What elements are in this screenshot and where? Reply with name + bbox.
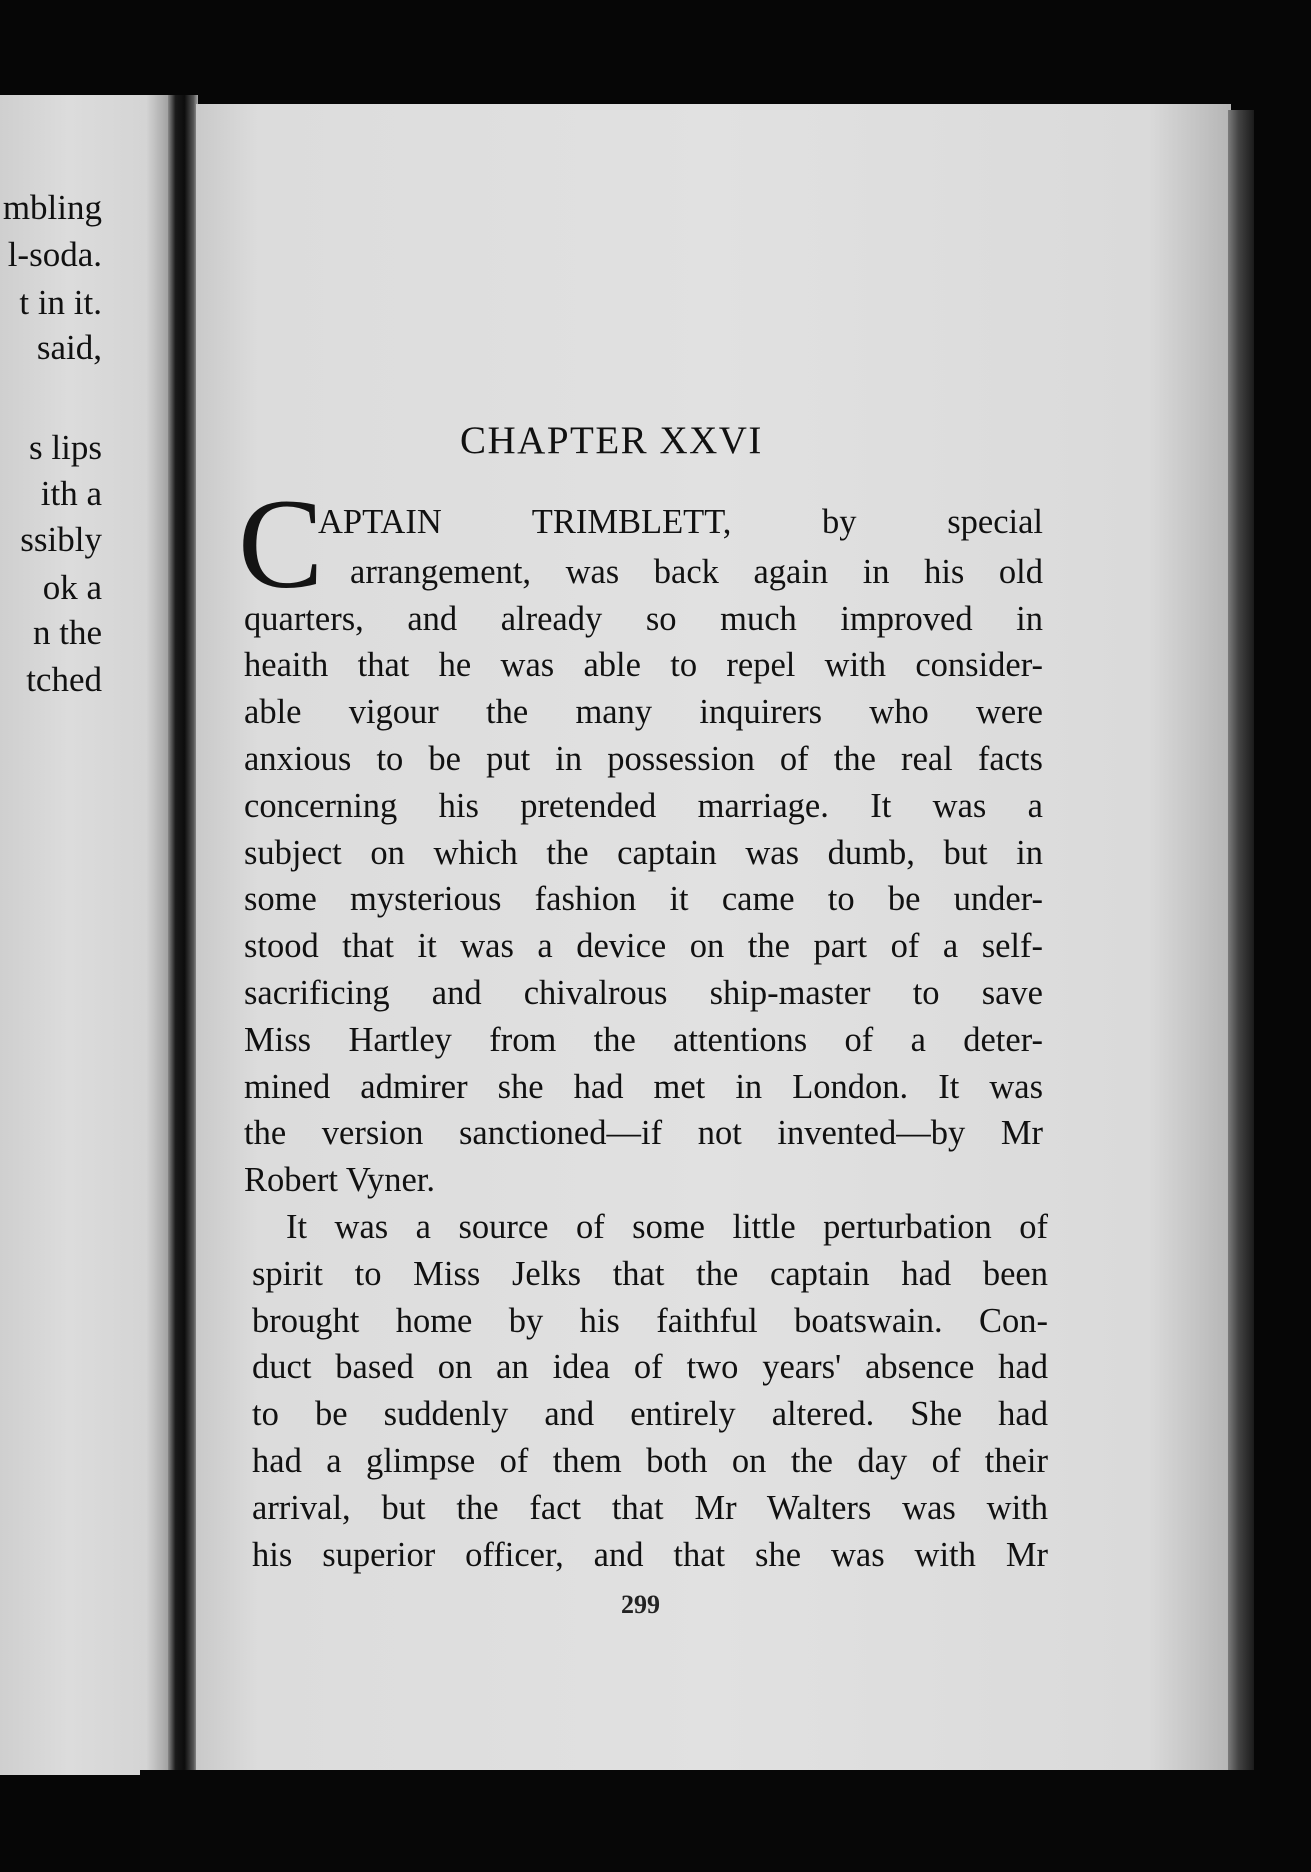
body-text-line: mined admirer she had met in London. It was [244, 1068, 1043, 1106]
left-page-line: ok a [42, 568, 102, 607]
body-text-line: sacrificing and chivalrous ship-master to save [244, 974, 1043, 1012]
left-page-line: mbling [2, 188, 102, 227]
drop-cap: C [238, 473, 324, 615]
body-text-line: It was a source of some little perturbation of [286, 1208, 1048, 1246]
left-page-line: n the [32, 613, 102, 652]
body-text-line: had a glimpse of them both on the day of their [252, 1442, 1048, 1480]
left-page-line: l-soda. [7, 235, 102, 274]
chapter-heading: CHAPTER XXVI [460, 419, 763, 462]
book-gutter [168, 95, 198, 1775]
left-page-line: t in it. [19, 283, 102, 322]
body-text-line: his superior officer, and that she was with Mr [252, 1536, 1048, 1574]
body-text-line: to be suddenly and entirely altered. She had [252, 1395, 1048, 1433]
left-facing-page [0, 95, 172, 1775]
page-number: 299 [621, 1590, 660, 1619]
left-page-line: said, [36, 328, 102, 367]
body-text-line: able vigour the many inquirers who were [244, 693, 1043, 731]
body-text-line: subject on which the captain was dumb, but in [244, 834, 1043, 872]
left-page-line: ith a [40, 474, 102, 513]
body-text-line: APTAIN TRIMBLETT, by special [318, 503, 1043, 541]
body-text-line: heaith that he was able to repel with consider- [244, 646, 1043, 684]
body-text-line: concerning his pretended marriage. It was a [244, 787, 1043, 825]
body-text-line: Miss Hartley from the attentions of a deter- [244, 1021, 1043, 1059]
left-page-line: ssibly [20, 520, 102, 559]
body-text-line: arrival, but the fact that Mr Walters was with [252, 1489, 1048, 1527]
body-text-line: brought home by his faithful boatswain. Con- [252, 1302, 1048, 1340]
bottom-shadow [140, 1770, 1260, 1872]
body-text-line: Robert Vyner. [244, 1161, 436, 1199]
body-text-line: quarters, and already so much improved in [244, 600, 1043, 638]
body-text-line: the version sanctioned—if not invented—by Mr [244, 1114, 1043, 1152]
body-text-line: some mysterious fashion it came to be under- [244, 880, 1043, 918]
body-text-line: duct based on an idea of two years' absence had [252, 1348, 1048, 1386]
left-page-line: s lips [29, 428, 102, 467]
page-edge-shadow [1228, 110, 1254, 1780]
body-text-line: spirit to Miss Jelks that the captain had been [252, 1255, 1048, 1293]
body-text-line: stood that it was a device on the part of a self- [244, 927, 1043, 965]
body-text-line: arrangement, was back again in his old [350, 553, 1043, 591]
body-text-line: anxious to be put in possession of the real facts [244, 740, 1043, 778]
left-page-line: tched [26, 660, 102, 699]
